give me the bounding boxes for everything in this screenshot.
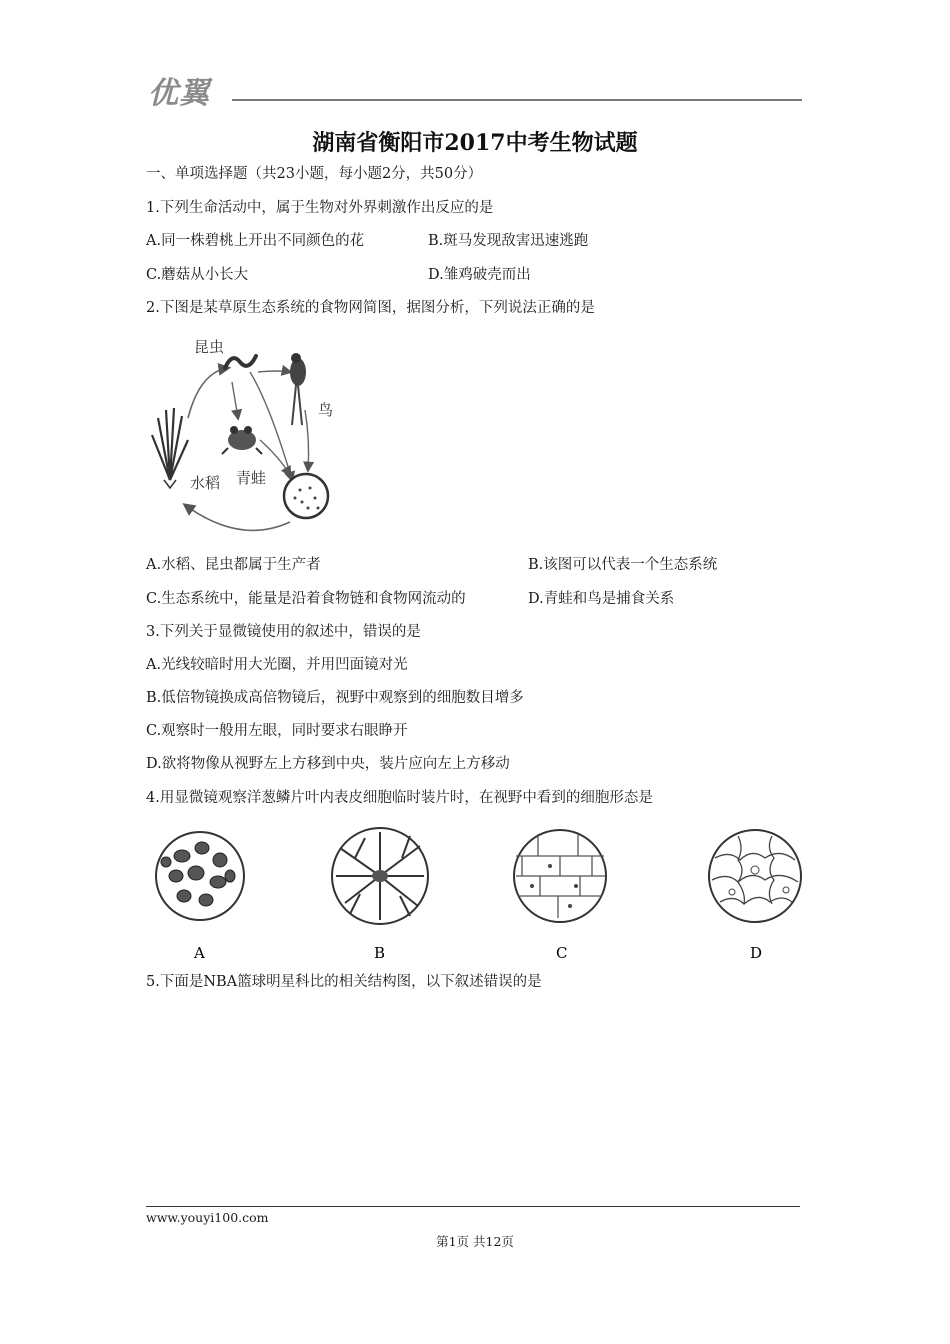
q4-stem: 4.用显微镜观察洋葱鳞片叶内表皮细胞临时装片时，在视野中看到的细胞形态是 <box>146 790 653 806</box>
header-divider <box>232 99 802 101</box>
caterpillar-icon <box>225 356 256 368</box>
q1-option-c: C.蘑菇从小长大 <box>146 267 249 283</box>
q1-option-a: A.同一株碧桃上开出不同颜色的花 <box>146 233 365 249</box>
q3-option-b: B.低倍物镜换成高倍物镜后，视野中观察到的细胞数目增多 <box>146 690 524 706</box>
section-heading: 一、单项选择题（共23小题，每小题2分，共50分） <box>146 166 483 182</box>
q5-stem: 5.下面是NBA篮球明星科比的相关结构图，以下叙述错误的是 <box>146 974 542 990</box>
footer-divider <box>146 1206 800 1207</box>
arrow-decomposer-to-rice <box>185 505 290 530</box>
label-frog: 青蛙 <box>236 469 267 487</box>
q3-option-c: C.观察时一般用左眼，同时要求右眼睁开 <box>146 723 408 739</box>
q2-option-a: A.水稻、昆虫都属于生产者 <box>146 557 321 573</box>
q2-stem: 2.下图是某草原生态系统的食物网简图，据图分析，下列说法正确的是 <box>146 300 595 316</box>
cell-label-d: D <box>750 944 763 962</box>
q3-option-d: D.欲将物像从视野左上方移到中央，装片应向左上方移动 <box>146 756 510 772</box>
label-bird: 鸟 <box>318 401 334 419</box>
cell-image-d <box>709 830 801 922</box>
arrow-bird-to-decomposer <box>305 410 309 470</box>
frog-icon <box>222 426 262 454</box>
q2-option-c: C.生态系统中，能量是沿着食物链和食物网流动的 <box>146 591 466 607</box>
page-title: 湖南省衡阳市2017中考生物试题 <box>312 130 638 156</box>
decomposer-microbe-icon <box>284 474 328 518</box>
arrow-rice-to-insect <box>188 368 228 418</box>
q1-option-b: B.斑马发现敌害迅速逃跑 <box>428 233 589 249</box>
food-web-figure <box>140 330 355 545</box>
brand-logo: 优翼 <box>148 76 210 111</box>
label-insect: 昆虫 <box>194 338 225 356</box>
page-number: 第1页 共12页 <box>436 1234 514 1249</box>
cell-label-c: C <box>556 944 568 962</box>
cell-image-b <box>332 828 428 924</box>
arrow-insect-to-bird <box>258 371 290 372</box>
bird-icon <box>290 353 306 425</box>
arrow-insect-to-frog <box>232 382 238 418</box>
q3-option-a: A.光线较暗时用大光圈，并用凹面镜对光 <box>146 657 408 673</box>
cell-images-figure <box>140 818 820 968</box>
cell-label-a: A <box>194 944 205 962</box>
q1-stem: 1.下列生命活动中，属于生物对外界刺激作出反应的是 <box>146 200 494 216</box>
arrow-insect-to-decomposer <box>250 372 292 480</box>
label-rice: 水稻 <box>190 474 221 492</box>
q2-option-b: B.该图可以代表一个生态系统 <box>528 557 718 573</box>
q2-option-d: D.青蛙和鸟是捕食关系 <box>528 591 675 607</box>
q1-option-d: D.雏鸡破壳而出 <box>428 267 531 283</box>
cell-image-c <box>514 830 606 922</box>
cell-label-b: B <box>374 944 386 962</box>
rice-plant-icon <box>152 408 188 488</box>
q3-stem: 3.下列关于显微镜使用的叙述中，错误的是 <box>146 624 421 640</box>
cell-image-a <box>156 832 244 920</box>
footer-url[interactable]: www.youyi100.com <box>146 1210 269 1225</box>
